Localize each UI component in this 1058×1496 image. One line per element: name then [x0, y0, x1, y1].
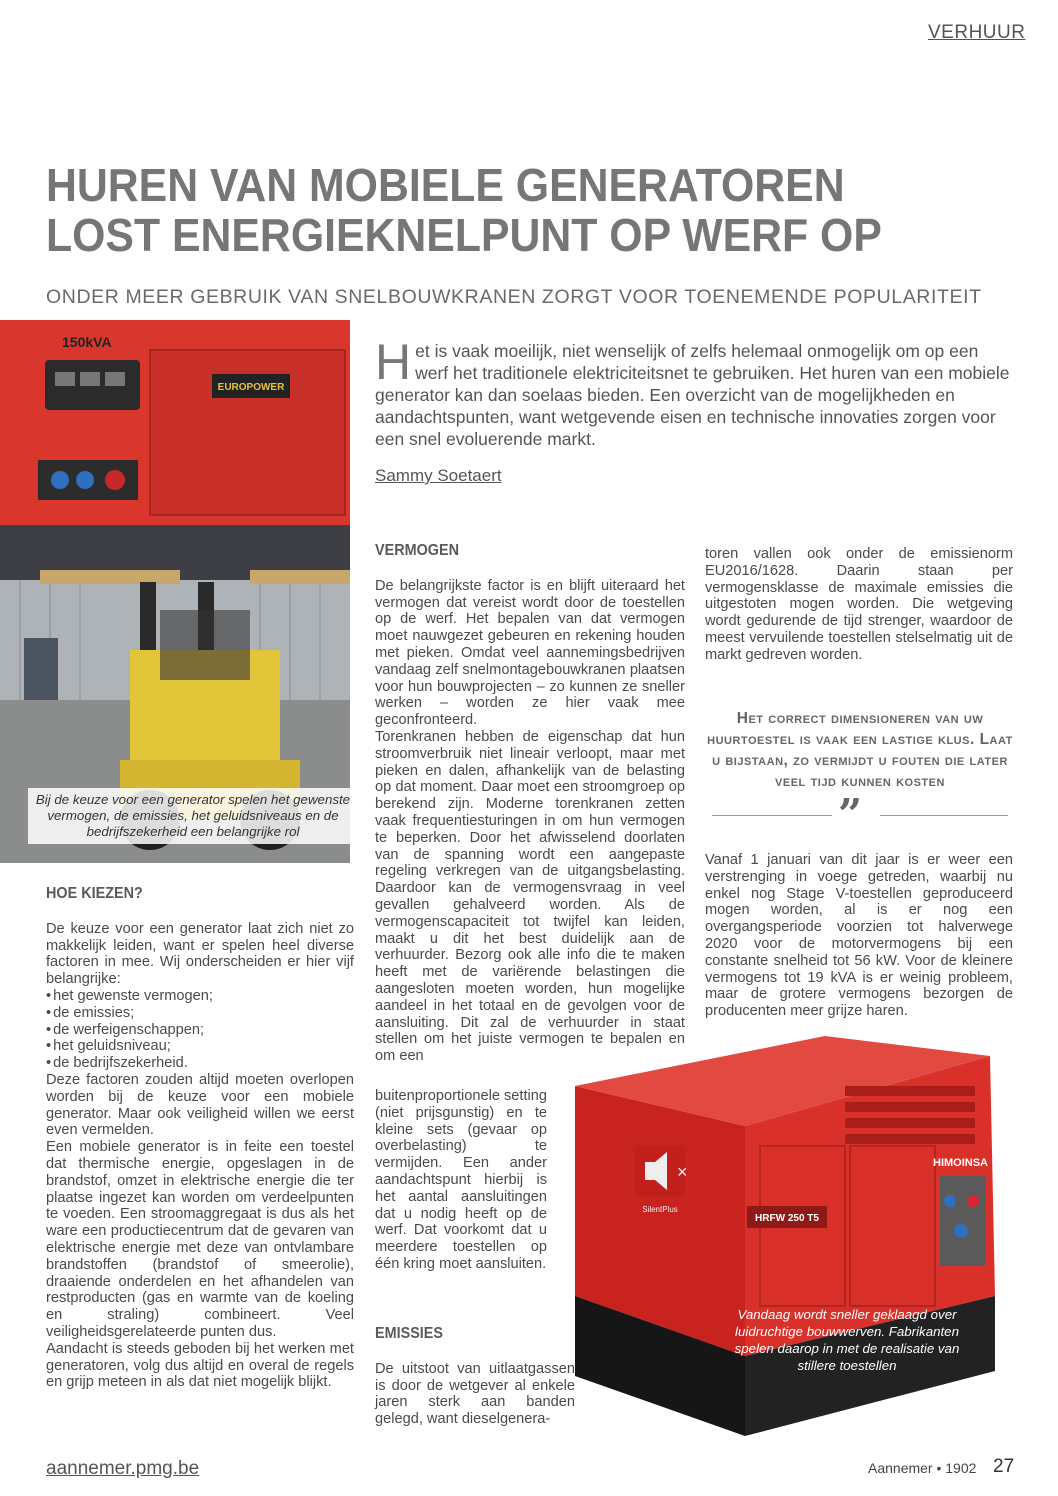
factor-list — [46, 988, 354, 1072]
list-item: • de werfeigenschappen; — [46, 1022, 354, 1039]
title-line-1: HUREN VAN MOBIELE GENERATOREN — [46, 159, 845, 211]
col1-paragraph-4: Aandacht is steeds geboden bij het werken met generatoren, volg dus altijd en overal de regels en grijp meteen in als dat niet mogelijk blijkt. — [46, 1340, 354, 1391]
col3-paragraph-2: Vanaf 1 januari van dit jaar is er weer een verstrenging in voege getreden, waarbij nu enkel nog Stage V-toestellen geproduceerd mogen worden, al is er nog een overgangsperiode voorzien tot halverwege 2020 voor de motorvermogens bij een constante snelheid tot 56 kW. Voor de kleinere vermogens tot 19 kVA is er weinig probleem, maar de grotere vermogens bezorgen de producenten meer grijze haren. — [705, 852, 1013, 1020]
heading-hoe-kiezen: HOE KIEZEN? — [46, 885, 143, 902]
page-number: 27 — [993, 1456, 1015, 1477]
footer-issue: Aannemer • 1902 — [868, 1460, 977, 1476]
column-2-wrap — [375, 1088, 547, 1273]
kva-label: 150kVA — [62, 334, 112, 350]
col2-paragraph-2: Torenkranen hebben de eigenschap dat hun stroomverbruik niet lineair verloopt, maar met pieken en dalen, afhankelijk van de belasting op dat moment. Daar moet een stroomgroep op berekend zijn. Moderne torenkranen zetten vaak frequentiesturingen in om hun vermogen te beperken. Door het afwisselend doorlaten van de spanning wordt een aangepaste regeling verkregen van de uitgangsbelasting. Daardoor kan de vermogensvraag in veel gevallen gehalveerd worden. Als de vermogenscapaciteit tot twijfel kan leiden, maakt u dit het best duidelijk aan de verhuurder. Bezorg ook alle info die te maken heeft met de variërende belastingen die aangesloten moeten worden, hun mogelijke aandeel in het totaal en de gevolgen voor de aansluiting. Dit zal de verhuurder in staat stellen om het juiste vermogen te bepalen en om een — [375, 728, 685, 1065]
generator-forklift-photo — [0, 320, 350, 863]
article-subtitle: ONDER MEER GEBRUIK VAN SNELBOUWKRANEN ZORGT VOOR TOENEMENDE POPULARITEIT — [46, 286, 982, 308]
list-item: • de bedrijfszekerheid. — [46, 1055, 354, 1072]
column-1 — [46, 886, 354, 1391]
himoinsa-generator-illustration — [545, 1036, 1015, 1446]
col3-paragraph-1: toren vallen ook onder de emissienorm EU2016/1628. Daarin staan per vermogensklasse de maximale emissies die uitgestoten mogen worden. Die wetgeving wordt gedurende de tijd strenger, waardoor de meest vervuilende toestellen stelselmatig uit de markt gedreven worden. — [705, 546, 1013, 663]
himoinsa-logo: HIMOINSA — [933, 1157, 988, 1169]
column-3 — [705, 546, 1013, 664]
heading-vermogen: VERMOGEN — [375, 542, 460, 559]
list-item: • het gewenste vermogen; — [46, 988, 354, 1005]
col2-paragraph-2b: buitenproportionele setting (niet prijsgunstig) en te kleine sets (gevaar op overbelasting) te vermijden. Een ander aandachtspunt hierbij is het aantal aansluitingen dat u nodig heeft op de werf. Dat voorkomt dat u meerdere toestellen op één kring moet aansluiten. — [375, 1088, 548, 1272]
list-item: • de emissies; — [46, 1005, 354, 1022]
section-tag: VERHUUR — [928, 22, 1026, 43]
intro-text: et is vaak moeilijk, niet wenselijk of zelfs helemaal onmogelijk om op een werf het traditionele elektriciteitsnet te gebruiken. Het huren van een mobiele generator kan dan soelaas bieden. Een overzicht van de mogelijkheden en aandachtspunten, want wetgevende eisen en technische innovaties zorgen voor een snel evoluerende markt. — [375, 341, 1010, 449]
heading-emissies: EMISSIES — [375, 1325, 444, 1342]
col2-paragraph-3: De uitstoot van uitlaatgassen is door de wetgever al enkele jaren sterk aan banden gelegd, want dieselgenera- — [375, 1360, 575, 1428]
list-item: • het geluidsniveau; — [46, 1038, 354, 1055]
column-3-lower — [705, 852, 1013, 1020]
column-2 — [375, 543, 685, 1065]
quote-divider-left — [712, 815, 832, 816]
col1-paragraph-3: Een mobiele generator is in feite een toestel dat thermische energie, opgeslagen in de brandstof, omzet in elektrische energie die ter plaatse ingezet kan worden om verdeelpunten te voeden. Een stroomaggregaat is dus als het ware een productiecentrum dat de gevaren van elektrische energie met deze van ontvlambare brandstoffen (brandstof of smeerolie), draaiende onderdelen en het afhandelen van restproducten (gas en warmte van de koeling en straling) combineert. Veel veiligheidsgerelateerde punten dus. — [46, 1139, 354, 1340]
svg-text:×: × — [677, 1162, 688, 1182]
col2-paragraph-1: De belangrijkste factor is en blijft uiteraard het vermogen dat vereist wordt door de toestellen op de werf. Het bepalen van dat vermogen moet nauwgezet gebeuren en rekening houden met pieken. Omdat veel aannemingsbedrijven vandaag zelf snelmontagebouwkranen plaatsen voor hun bouwprojecten – zo kunnen ze sneller werken – worden ze hier vaak mee geconfronteerd. — [375, 577, 685, 729]
europower-logo: EUROPOWER — [217, 382, 285, 393]
model-label: HRFW 250 T5 — [755, 1213, 819, 1224]
quote-mark-icon: ” — [838, 790, 863, 839]
pull-quote: Het correct dimensioneren van uw huurtoestel is vaak een lastige klus. Laat u bijstaan, zo vermijdt u fouten die later veel tijd kunnen kosten — [707, 710, 1013, 790]
intro-dropcap: H — [375, 334, 412, 390]
col1-paragraph-1: De keuze voor een generator laat zich niet zo makkelijk leiden, want er spelen heel diverse factoren in mee. Wij onderscheiden er hier vijf belangrijke: — [46, 920, 354, 988]
generator-forklift-illustration — [0, 320, 350, 863]
photo2-caption: Vandaag wordt sneller geklaagd over luidruchtige bouwwerven. Fabrikanten spelen daarop in met de realisatie van stillere toestellen — [734, 1307, 960, 1373]
footer-website-link[interactable]: aannemer.pmg.be — [46, 1458, 200, 1479]
article-author: Sammy Soetaert — [375, 466, 502, 485]
title-line-2: LOST ENERGIEKNELPUNT OP WERF OP — [46, 209, 882, 261]
article-title — [46, 160, 957, 260]
himoinsa-generator-photo — [545, 1036, 1015, 1446]
photo1-caption: Bij de keuze voor een generator spelen het gewenste vermogen, de emissies, het geluidsniveaus en de bedrijfszekerheid een belangrijke rol — [28, 788, 358, 844]
col1-paragraph-2: Deze factoren zouden altijd moeten overlopen worden bij de keuze voor een mobiele generator. Maar ook veiligheid willen we eerst even vermelden. — [46, 1071, 354, 1139]
silentplus-badge: SilentPlus — [642, 1205, 678, 1214]
article-intro — [375, 334, 1015, 450]
quote-divider-right — [880, 815, 1008, 816]
